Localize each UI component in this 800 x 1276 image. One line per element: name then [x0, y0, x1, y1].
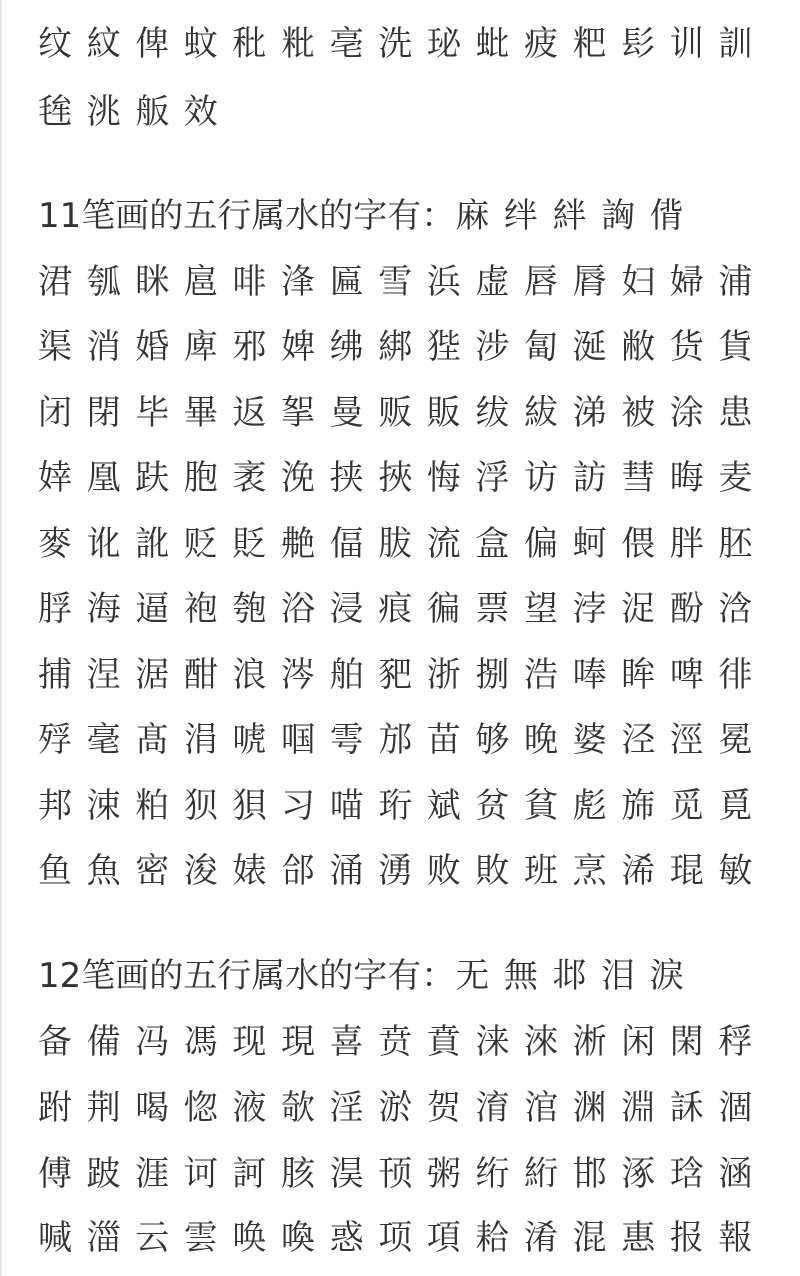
char-line: 渠消婚庳邪婢绋綁狴涉匐涎敝货貨 [38, 327, 767, 367]
char-line: 傅跛涯诃訶胲淏顸粥绗絎邯涿琀涵 [38, 1154, 767, 1194]
section-heading-11-label: 11笔画的五行属水的字有： [38, 196, 456, 236]
char-line: 麥讹訛贬貶艴偪胈流盒偏蚵偎胖胚 [38, 524, 767, 564]
char-line: 婞凰趺胞袤浼挟挾悔浮访訪彗晦麦 [38, 458, 767, 498]
section-heading-11-chars: 麻绊絆詾偝 [455, 196, 699, 236]
char-line: 备備冯馮现現喜贲賁涞淶淅闲閑稃 [38, 1022, 767, 1062]
char-line: 捕涅涺酣浪涔舶豝浙捌浩唪眸啤徘 [38, 655, 767, 695]
char-line: 殍毫髙涓唬啯雩邡苗够晚婆泾涇冕 [38, 720, 767, 760]
char-line: 闭閉毕畢返挐曼贩販绂紱涕被涂患 [38, 393, 767, 433]
char-line: 纹紋俾蚊秕粃亳洗珌蚍疲粑髟训訓 [38, 24, 767, 64]
section-heading-12-chars: 无無邶泪淚 [455, 956, 699, 996]
char-line: 喊湽云雲唤喚惑项項耠淆混惠报報 [38, 1218, 767, 1258]
section-heading-12-label: 12笔画的五行属水的字有： [38, 956, 456, 996]
section-heading-11 [38, 196, 698, 236]
char-line: 脬海逼袍匏浴浸痕徧票望浡浞酚浛 [38, 589, 767, 629]
char-line: 跗荆喝惚液欹淫淤贺淯涫渊淵訸涸 [38, 1088, 767, 1128]
char-line: 鱼魚密浚婊郃涌湧败敗班烹浠琨敏 [38, 851, 767, 891]
char-line: 毪洮舨效 [38, 92, 233, 132]
char-line: 邦涑粕狈狽习喵珩斌贫貧彪旆觅覓 [38, 786, 767, 826]
char-line: 涒瓠眯扈啡浲匾雪浜虚唇脣妇婦浦 [38, 262, 767, 302]
section-heading-12 [38, 956, 698, 996]
page-left-border [0, 0, 2, 1276]
